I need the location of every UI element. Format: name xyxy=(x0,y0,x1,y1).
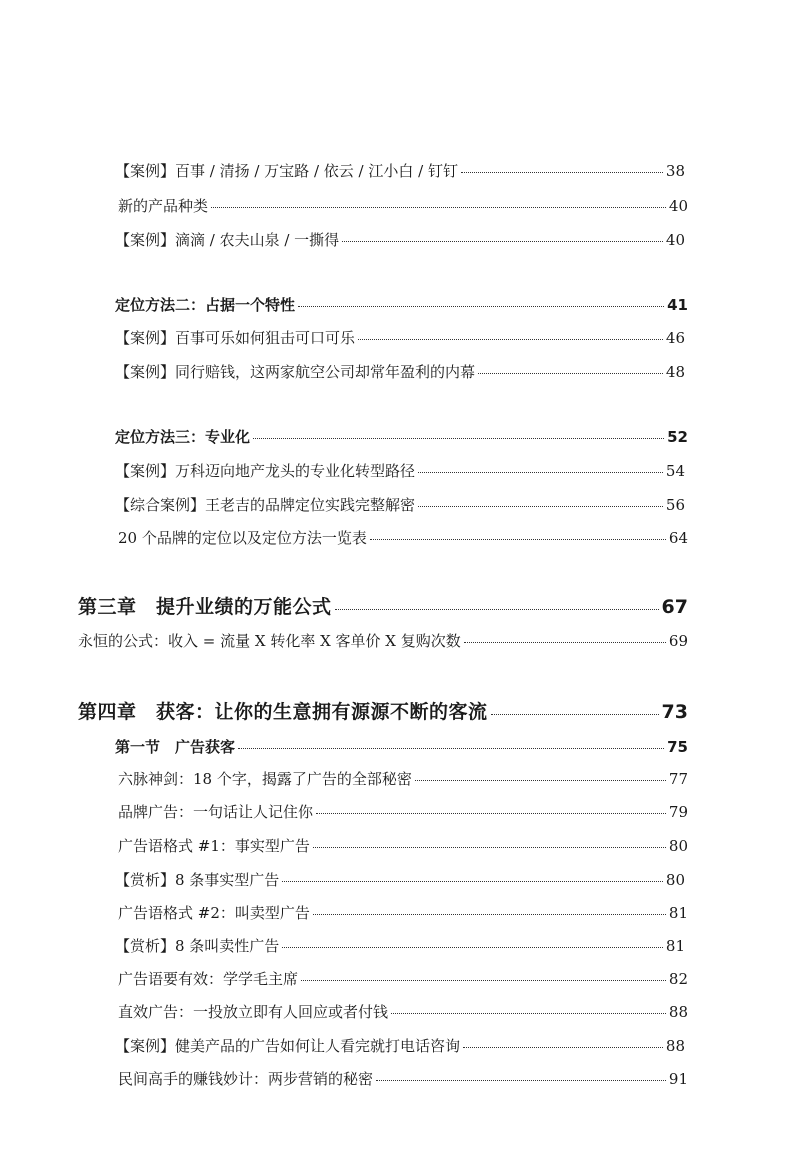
dot-leader xyxy=(335,609,659,610)
toc-entry-title: 直效广告：一投放立即有人回应或者付钱 xyxy=(118,1003,389,1021)
dot-leader xyxy=(301,980,666,981)
dot-leader xyxy=(418,506,663,507)
toc-page-number: 56 xyxy=(665,496,685,514)
toc-section xyxy=(115,294,688,315)
toc-entry xyxy=(118,527,688,548)
toc-page-number: 69 xyxy=(668,632,688,650)
dot-leader xyxy=(282,881,663,882)
toc-entry xyxy=(118,1001,688,1022)
toc-section xyxy=(115,426,688,447)
dot-leader xyxy=(415,780,666,781)
toc-entry-title: 20 个品牌的定位以及定位方法一览表 xyxy=(118,529,367,547)
dot-leader xyxy=(342,241,663,242)
toc-entry xyxy=(118,835,688,856)
toc-entry-case xyxy=(115,935,685,956)
toc-entry xyxy=(118,801,688,822)
dot-leader xyxy=(463,1047,663,1048)
toc-entry-title: 【案例】滴滴 / 农夫山泉 / 一撕得 xyxy=(115,231,340,249)
toc-entry-title: 【案例】健美产品的广告如何让人看完就打电话咨询 xyxy=(115,1037,461,1055)
toc-entry-case xyxy=(115,460,685,481)
dot-leader xyxy=(238,748,664,749)
toc-entry-case xyxy=(115,160,685,181)
dot-leader xyxy=(253,438,664,439)
toc-entry-title: 【赏析】8 条事实型广告 xyxy=(115,871,280,889)
toc-entry-title: 第一节 广告获客 xyxy=(115,738,236,756)
toc-chapter-title: 第三章 提升业绩的万能公式 xyxy=(78,596,332,618)
toc-page-number: 81 xyxy=(668,904,688,922)
toc-entry-case xyxy=(115,494,685,515)
toc-page-number: 81 xyxy=(665,937,685,955)
toc-page-number: 40 xyxy=(665,231,685,249)
toc-entry-title: 广告语格式 #2：叫卖型广告 xyxy=(118,904,310,922)
toc-entry-title: 【案例】百事 / 清扬 / 万宝路 / 依云 / 江小白 / 钉钉 xyxy=(115,162,458,180)
toc-page-number: 77 xyxy=(668,770,688,788)
toc-page-number: 54 xyxy=(665,462,685,480)
toc-entry xyxy=(118,768,688,789)
toc-page-number: 64 xyxy=(668,529,688,547)
toc-page-number: 88 xyxy=(665,1037,685,1055)
toc-page-number: 40 xyxy=(668,197,688,215)
toc-section xyxy=(115,736,688,757)
dot-leader xyxy=(376,1080,666,1081)
toc-page-number: 41 xyxy=(667,296,688,314)
dot-leader xyxy=(370,539,666,540)
toc-entry-title: 永恒的公式：收入 = 流量 X 转化率 X 客单价 X 复购次数 xyxy=(78,632,461,650)
toc-entry xyxy=(118,968,688,989)
toc-entry xyxy=(118,902,688,923)
toc-entry xyxy=(118,1068,688,1089)
toc-entry-title: 定位方法三：专业化 xyxy=(115,428,251,446)
toc-entry-title: 【案例】万科迈向地产龙头的专业化转型路径 xyxy=(115,462,416,480)
toc-entry-title: 广告语格式 #1：事实型广告 xyxy=(118,837,310,855)
toc-chapter xyxy=(78,697,688,724)
toc-page-number: 79 xyxy=(668,803,688,821)
toc-entry-title: 品牌广告：一句话让人记住你 xyxy=(118,803,314,821)
toc-chapter xyxy=(78,592,688,619)
toc-page-number: 82 xyxy=(668,970,688,988)
toc-page-number: 88 xyxy=(668,1003,688,1021)
toc-entry-title: 六脉神剑：18 个字，揭露了广告的全部秘密 xyxy=(118,770,412,788)
toc-page-number: 75 xyxy=(667,738,688,756)
dot-leader xyxy=(313,914,666,915)
dot-leader xyxy=(211,207,666,208)
toc-entry-title: 定位方法二：占据一个特性 xyxy=(115,296,296,314)
toc-entry-case xyxy=(115,869,685,890)
toc-chapter-title: 第四章 获客：让你的生意拥有源源不断的客流 xyxy=(78,701,488,723)
dot-leader xyxy=(391,1013,666,1014)
toc-entry-title: 【案例】百事可乐如何狙击可口可乐 xyxy=(115,329,356,347)
dot-leader xyxy=(316,813,666,814)
toc-entry xyxy=(78,630,688,651)
toc-page-number: 67 xyxy=(661,596,688,618)
toc-entry-case xyxy=(115,327,685,348)
toc-page-number: 52 xyxy=(667,428,688,446)
toc-entry-title: 【案例】同行赔钱，这两家航空公司却常年盈利的内幕 xyxy=(115,363,476,381)
toc-entry-title: 【赏析】8 条叫卖性广告 xyxy=(115,937,280,955)
dot-leader xyxy=(464,642,666,643)
dot-leader xyxy=(313,847,666,848)
dot-leader xyxy=(478,373,663,374)
toc-entry-case xyxy=(115,229,685,250)
toc-entry-title: 广告语要有效：学学毛主席 xyxy=(118,970,299,988)
toc-page-number: 80 xyxy=(668,837,688,855)
dot-leader xyxy=(358,339,663,340)
toc-entry-case xyxy=(115,361,685,382)
toc-entry-title: 新的产品种类 xyxy=(118,197,209,215)
toc-entry-case xyxy=(115,1035,685,1056)
toc-page-number: 48 xyxy=(665,363,685,381)
dot-leader xyxy=(298,306,664,307)
toc-page-number: 73 xyxy=(661,701,688,723)
toc-entry-title: 【综合案例】王老吉的品牌定位实践完整解密 xyxy=(115,496,416,514)
toc-page-number: 38 xyxy=(665,162,685,180)
toc-entry xyxy=(118,195,688,216)
dot-leader xyxy=(418,472,663,473)
dot-leader xyxy=(282,947,663,948)
toc-page-number: 91 xyxy=(668,1070,688,1088)
toc-entry-title: 民间高手的赚钱妙计：两步营销的秘密 xyxy=(118,1070,374,1088)
toc-page-number: 80 xyxy=(665,871,685,889)
toc-page-number: 46 xyxy=(665,329,685,347)
dot-leader xyxy=(491,714,659,715)
dot-leader xyxy=(461,172,663,173)
